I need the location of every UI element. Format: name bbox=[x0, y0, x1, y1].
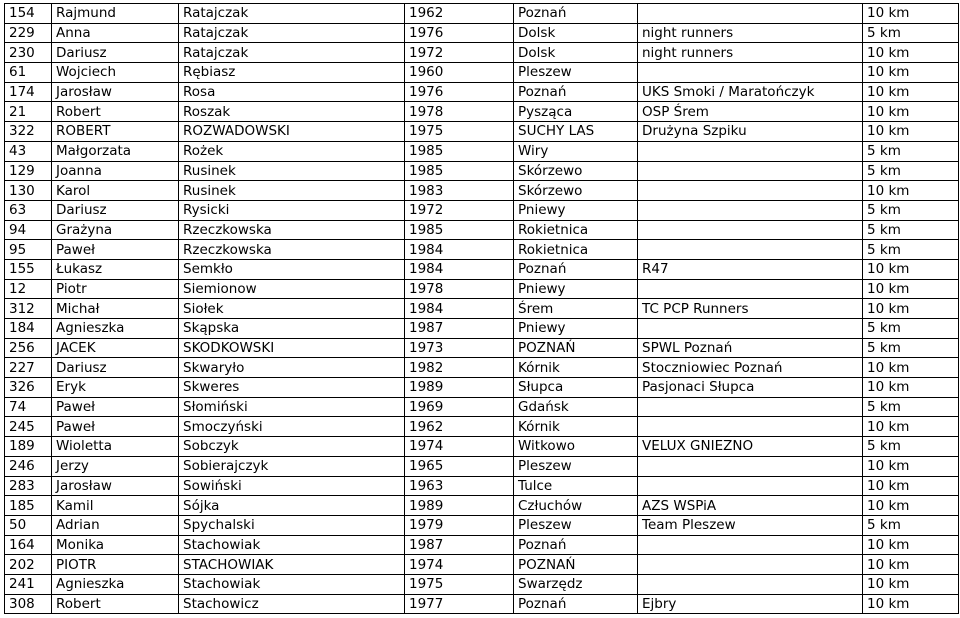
birth-year-cell: 1984 bbox=[405, 259, 514, 279]
start-number-cell: 164 bbox=[5, 535, 52, 555]
table-row bbox=[5, 338, 959, 358]
start-number-cell: 129 bbox=[5, 161, 52, 181]
table-row bbox=[5, 437, 959, 457]
first-name-cell: Paweł bbox=[52, 417, 179, 437]
birth-year-cell: 1975 bbox=[405, 122, 514, 142]
distance-cell: 5 km bbox=[863, 23, 959, 43]
table-row bbox=[5, 358, 959, 378]
club-cell bbox=[638, 417, 863, 437]
table-row bbox=[5, 200, 959, 220]
distance-cell: 5 km bbox=[863, 319, 959, 339]
club-cell: VELUX GNIEZNO bbox=[638, 437, 863, 457]
city-cell: Rokietnica bbox=[514, 220, 638, 240]
first-name-cell: Robert bbox=[52, 102, 179, 122]
start-number-cell: 256 bbox=[5, 338, 52, 358]
city-cell: SUCHY LAS bbox=[514, 122, 638, 142]
birth-year-cell: 1976 bbox=[405, 82, 514, 102]
start-number-cell: 185 bbox=[5, 496, 52, 516]
table-row bbox=[5, 378, 959, 398]
last-name-cell: Sójka bbox=[179, 496, 405, 516]
city-cell: Poznań bbox=[514, 594, 638, 614]
distance-cell: 5 km bbox=[863, 200, 959, 220]
distance-cell: 10 km bbox=[863, 358, 959, 378]
birth-year-cell: 1969 bbox=[405, 397, 514, 417]
birth-year-cell: 1985 bbox=[405, 141, 514, 161]
first-name-cell: Małgorzata bbox=[52, 141, 179, 161]
first-name-cell: Kamil bbox=[52, 496, 179, 516]
last-name-cell: Rusinek bbox=[179, 161, 405, 181]
start-number-cell: 246 bbox=[5, 456, 52, 476]
club-cell bbox=[638, 397, 863, 417]
last-name-cell: Rzeczkowska bbox=[179, 240, 405, 260]
birth-year-cell: 1978 bbox=[405, 102, 514, 122]
table-row bbox=[5, 397, 959, 417]
distance-cell: 10 km bbox=[863, 82, 959, 102]
club-cell bbox=[638, 141, 863, 161]
birth-year-cell: 1977 bbox=[405, 594, 514, 614]
first-name-cell: Adrian bbox=[52, 515, 179, 535]
city-cell: Poznań bbox=[514, 259, 638, 279]
start-number-cell: 61 bbox=[5, 63, 52, 83]
city-cell: Gdańsk bbox=[514, 397, 638, 417]
last-name-cell: Smoczyński bbox=[179, 417, 405, 437]
city-cell: Dolsk bbox=[514, 23, 638, 43]
distance-cell: 10 km bbox=[863, 417, 959, 437]
club-cell bbox=[638, 574, 863, 594]
club-cell: Team Pleszew bbox=[638, 515, 863, 535]
last-name-cell: STACHOWIAK bbox=[179, 555, 405, 575]
city-cell: Poznań bbox=[514, 535, 638, 555]
birth-year-cell: 1974 bbox=[405, 437, 514, 457]
club-cell bbox=[638, 456, 863, 476]
table-row bbox=[5, 299, 959, 319]
city-cell: Słupca bbox=[514, 378, 638, 398]
start-number-cell: 326 bbox=[5, 378, 52, 398]
distance-cell: 5 km bbox=[863, 515, 959, 535]
birth-year-cell: 1962 bbox=[405, 417, 514, 437]
start-number-cell: 63 bbox=[5, 200, 52, 220]
first-name-cell: Wioletta bbox=[52, 437, 179, 457]
club-cell bbox=[638, 555, 863, 575]
distance-cell: 5 km bbox=[863, 220, 959, 240]
table-row bbox=[5, 319, 959, 339]
club-cell: AZS WSPiA bbox=[638, 496, 863, 516]
birth-year-cell: 1976 bbox=[405, 23, 514, 43]
birth-year-cell: 1960 bbox=[405, 63, 514, 83]
birth-year-cell: 1983 bbox=[405, 181, 514, 201]
club-cell bbox=[638, 4, 863, 24]
start-number-cell: 94 bbox=[5, 220, 52, 240]
first-name-cell: Paweł bbox=[52, 397, 179, 417]
last-name-cell: Ratajczak bbox=[179, 43, 405, 63]
distance-cell: 10 km bbox=[863, 259, 959, 279]
distance-cell: 10 km bbox=[863, 102, 959, 122]
club-cell bbox=[638, 63, 863, 83]
club-cell bbox=[638, 535, 863, 555]
start-number-cell: 154 bbox=[5, 4, 52, 24]
club-cell: TC PCP Runners bbox=[638, 299, 863, 319]
last-name-cell: Ratajczak bbox=[179, 4, 405, 24]
city-cell: Pleszew bbox=[514, 456, 638, 476]
distance-cell: 10 km bbox=[863, 279, 959, 299]
distance-cell: 5 km bbox=[863, 240, 959, 260]
last-name-cell: Rysicki bbox=[179, 200, 405, 220]
first-name-cell: Agnieszka bbox=[52, 319, 179, 339]
first-name-cell: Paweł bbox=[52, 240, 179, 260]
table-row bbox=[5, 555, 959, 575]
table-row bbox=[5, 102, 959, 122]
last-name-cell: Stachowiak bbox=[179, 535, 405, 555]
first-name-cell: Michał bbox=[52, 299, 179, 319]
first-name-cell: ROBERT bbox=[52, 122, 179, 142]
first-name-cell: JACEK bbox=[52, 338, 179, 358]
distance-cell: 10 km bbox=[863, 181, 959, 201]
city-cell: Tulce bbox=[514, 476, 638, 496]
birth-year-cell: 1989 bbox=[405, 378, 514, 398]
birth-year-cell: 1984 bbox=[405, 240, 514, 260]
table-row bbox=[5, 181, 959, 201]
birth-year-cell: 1985 bbox=[405, 161, 514, 181]
table-row bbox=[5, 43, 959, 63]
last-name-cell: Semkło bbox=[179, 259, 405, 279]
club-cell: UKS Smoki / Maratończyk bbox=[638, 82, 863, 102]
birth-year-cell: 1963 bbox=[405, 476, 514, 496]
club-cell bbox=[638, 319, 863, 339]
city-cell: Kórnik bbox=[514, 358, 638, 378]
table-row bbox=[5, 594, 959, 614]
first-name-cell: Łukasz bbox=[52, 259, 179, 279]
table-row bbox=[5, 82, 959, 102]
club-cell bbox=[638, 476, 863, 496]
last-name-cell: Skwaryło bbox=[179, 358, 405, 378]
table-row bbox=[5, 141, 959, 161]
city-cell: Dolsk bbox=[514, 43, 638, 63]
city-cell: Śrem bbox=[514, 299, 638, 319]
start-number-cell: 227 bbox=[5, 358, 52, 378]
last-name-cell: Sobczyk bbox=[179, 437, 405, 457]
birth-year-cell: 1979 bbox=[405, 515, 514, 535]
table-row bbox=[5, 23, 959, 43]
distance-cell: 5 km bbox=[863, 141, 959, 161]
table-row bbox=[5, 535, 959, 555]
city-cell: Pysząca bbox=[514, 102, 638, 122]
first-name-cell: Anna bbox=[52, 23, 179, 43]
club-cell: Drużyna Szpiku bbox=[638, 122, 863, 142]
first-name-cell: Jarosław bbox=[52, 82, 179, 102]
start-number-cell: 241 bbox=[5, 574, 52, 594]
start-number-cell: 130 bbox=[5, 181, 52, 201]
last-name-cell: ROZWADOWSKI bbox=[179, 122, 405, 142]
distance-cell: 5 km bbox=[863, 437, 959, 457]
club-cell bbox=[638, 240, 863, 260]
distance-cell: 10 km bbox=[863, 535, 959, 555]
first-name-cell: Robert bbox=[52, 594, 179, 614]
club-cell: night runners bbox=[638, 43, 863, 63]
start-number-cell: 189 bbox=[5, 437, 52, 457]
birth-year-cell: 1987 bbox=[405, 535, 514, 555]
last-name-cell: Ratajczak bbox=[179, 23, 405, 43]
start-number-cell: 230 bbox=[5, 43, 52, 63]
table-row bbox=[5, 4, 959, 24]
club-cell: Ejbry bbox=[638, 594, 863, 614]
birth-year-cell: 1965 bbox=[405, 456, 514, 476]
start-number-cell: 50 bbox=[5, 515, 52, 535]
city-cell: Wiry bbox=[514, 141, 638, 161]
table-row bbox=[5, 574, 959, 594]
distance-cell: 5 km bbox=[863, 338, 959, 358]
last-name-cell: Stachowiak bbox=[179, 574, 405, 594]
club-cell bbox=[638, 200, 863, 220]
distance-cell: 10 km bbox=[863, 378, 959, 398]
distance-cell: 10 km bbox=[863, 63, 959, 83]
start-number-cell: 155 bbox=[5, 259, 52, 279]
participants-table-body bbox=[5, 4, 959, 614]
participants-table bbox=[4, 3, 959, 614]
table-row bbox=[5, 122, 959, 142]
club-cell: Pasjonaci Słupca bbox=[638, 378, 863, 398]
first-name-cell: Jarosław bbox=[52, 476, 179, 496]
last-name-cell: Sowiński bbox=[179, 476, 405, 496]
first-name-cell: Jerzy bbox=[52, 456, 179, 476]
distance-cell: 10 km bbox=[863, 476, 959, 496]
city-cell: Witkowo bbox=[514, 437, 638, 457]
last-name-cell: Skweres bbox=[179, 378, 405, 398]
start-number-cell: 322 bbox=[5, 122, 52, 142]
birth-year-cell: 1973 bbox=[405, 338, 514, 358]
first-name-cell: Agnieszka bbox=[52, 574, 179, 594]
birth-year-cell: 1972 bbox=[405, 200, 514, 220]
table-row bbox=[5, 496, 959, 516]
club-cell bbox=[638, 181, 863, 201]
birth-year-cell: 1984 bbox=[405, 299, 514, 319]
distance-cell: 10 km bbox=[863, 43, 959, 63]
city-cell: Pleszew bbox=[514, 63, 638, 83]
birth-year-cell: 1974 bbox=[405, 555, 514, 575]
club-cell: OSP Śrem bbox=[638, 102, 863, 122]
table-row bbox=[5, 417, 959, 437]
first-name-cell: Dariusz bbox=[52, 358, 179, 378]
birth-year-cell: 1989 bbox=[405, 496, 514, 516]
birth-year-cell: 1975 bbox=[405, 574, 514, 594]
start-number-cell: 174 bbox=[5, 82, 52, 102]
distance-cell: 10 km bbox=[863, 594, 959, 614]
club-cell: night runners bbox=[638, 23, 863, 43]
last-name-cell: Spychalski bbox=[179, 515, 405, 535]
birth-year-cell: 1962 bbox=[405, 4, 514, 24]
city-cell: Kórnik bbox=[514, 417, 638, 437]
first-name-cell: PIOTR bbox=[52, 555, 179, 575]
distance-cell: 10 km bbox=[863, 122, 959, 142]
first-name-cell: Grażyna bbox=[52, 220, 179, 240]
start-number-cell: 283 bbox=[5, 476, 52, 496]
last-name-cell: Skąpska bbox=[179, 319, 405, 339]
city-cell: Swarzędz bbox=[514, 574, 638, 594]
club-cell: Stoczniowiec Poznań bbox=[638, 358, 863, 378]
city-cell: Rokietnica bbox=[514, 240, 638, 260]
city-cell: POZNAŃ bbox=[514, 338, 638, 358]
start-number-cell: 74 bbox=[5, 397, 52, 417]
city-cell: POZNAŃ bbox=[514, 555, 638, 575]
start-number-cell: 12 bbox=[5, 279, 52, 299]
last-name-cell: Roszak bbox=[179, 102, 405, 122]
city-cell: Pleszew bbox=[514, 515, 638, 535]
table-row bbox=[5, 63, 959, 83]
start-number-cell: 229 bbox=[5, 23, 52, 43]
city-cell: Pniewy bbox=[514, 279, 638, 299]
distance-cell: 10 km bbox=[863, 574, 959, 594]
club-cell bbox=[638, 220, 863, 240]
start-number-cell: 312 bbox=[5, 299, 52, 319]
last-name-cell: Sobierajczyk bbox=[179, 456, 405, 476]
distance-cell: 10 km bbox=[863, 555, 959, 575]
city-cell: Pniewy bbox=[514, 319, 638, 339]
last-name-cell: Słomiński bbox=[179, 397, 405, 417]
birth-year-cell: 1978 bbox=[405, 279, 514, 299]
distance-cell: 10 km bbox=[863, 299, 959, 319]
distance-cell: 10 km bbox=[863, 456, 959, 476]
club-cell bbox=[638, 161, 863, 181]
city-cell: Skórzewo bbox=[514, 181, 638, 201]
table-row bbox=[5, 476, 959, 496]
club-cell: SPWL Poznań bbox=[638, 338, 863, 358]
last-name-cell: Rożek bbox=[179, 141, 405, 161]
city-cell: Poznań bbox=[514, 82, 638, 102]
first-name-cell: Dariusz bbox=[52, 200, 179, 220]
club-cell: R47 bbox=[638, 259, 863, 279]
start-number-cell: 95 bbox=[5, 240, 52, 260]
last-name-cell: Siołek bbox=[179, 299, 405, 319]
table-row bbox=[5, 161, 959, 181]
last-name-cell: Rosa bbox=[179, 82, 405, 102]
start-number-cell: 202 bbox=[5, 555, 52, 575]
last-name-cell: SKODKOWSKI bbox=[179, 338, 405, 358]
distance-cell: 5 km bbox=[863, 161, 959, 181]
last-name-cell: Rusinek bbox=[179, 181, 405, 201]
city-cell: Pniewy bbox=[514, 200, 638, 220]
first-name-cell: Karol bbox=[52, 181, 179, 201]
birth-year-cell: 1987 bbox=[405, 319, 514, 339]
last-name-cell: Rębiasz bbox=[179, 63, 405, 83]
city-cell: Poznań bbox=[514, 4, 638, 24]
first-name-cell: Wojciech bbox=[52, 63, 179, 83]
first-name-cell: Monika bbox=[52, 535, 179, 555]
first-name-cell: Dariusz bbox=[52, 43, 179, 63]
start-number-cell: 21 bbox=[5, 102, 52, 122]
city-cell: Człuchów bbox=[514, 496, 638, 516]
birth-year-cell: 1972 bbox=[405, 43, 514, 63]
birth-year-cell: 1982 bbox=[405, 358, 514, 378]
club-cell bbox=[638, 279, 863, 299]
table-row bbox=[5, 259, 959, 279]
birth-year-cell: 1985 bbox=[405, 220, 514, 240]
start-number-cell: 184 bbox=[5, 319, 52, 339]
first-name-cell: Eryk bbox=[52, 378, 179, 398]
first-name-cell: Piotr bbox=[52, 279, 179, 299]
last-name-cell: Rzeczkowska bbox=[179, 220, 405, 240]
start-number-cell: 43 bbox=[5, 141, 52, 161]
first-name-cell: Joanna bbox=[52, 161, 179, 181]
distance-cell: 10 km bbox=[863, 4, 959, 24]
table-row bbox=[5, 515, 959, 535]
first-name-cell: Rajmund bbox=[52, 4, 179, 24]
city-cell: Skórzewo bbox=[514, 161, 638, 181]
start-number-cell: 308 bbox=[5, 594, 52, 614]
distance-cell: 10 km bbox=[863, 496, 959, 516]
distance-cell: 5 km bbox=[863, 397, 959, 417]
start-number-cell: 245 bbox=[5, 417, 52, 437]
table-row bbox=[5, 279, 959, 299]
table-row bbox=[5, 240, 959, 260]
table-row bbox=[5, 456, 959, 476]
last-name-cell: Stachowicz bbox=[179, 594, 405, 614]
table-row bbox=[5, 220, 959, 240]
last-name-cell: Siemionow bbox=[179, 279, 405, 299]
